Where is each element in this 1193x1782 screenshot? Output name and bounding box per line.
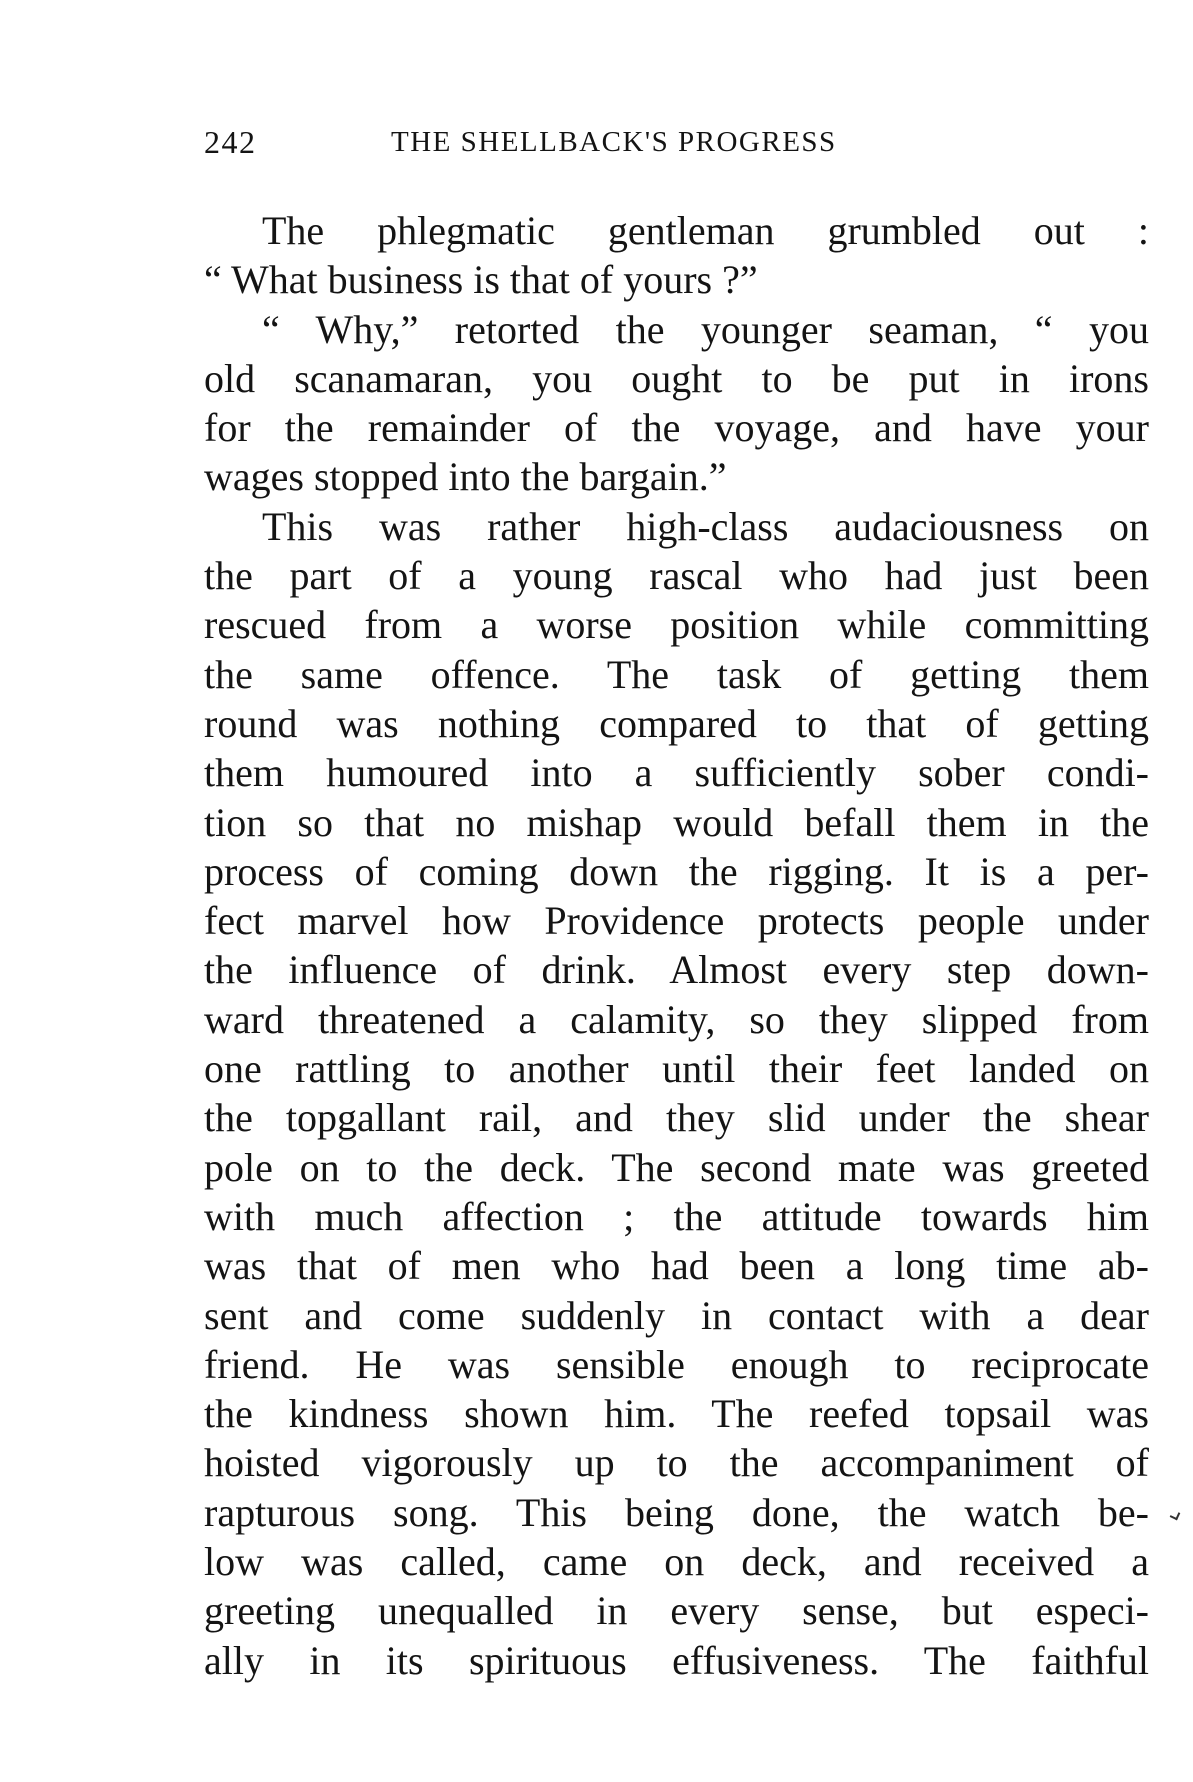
text-line: one rattling to another until their feet landed on (204, 1046, 1149, 1092)
paragraph (204, 206, 1149, 305)
text-line: with much affection ; the attitude towards him (204, 1193, 1149, 1239)
text-line: fect marvel how Providence protects people under (204, 898, 1149, 944)
text-line: sent and come suddenly in contact with a dear (204, 1292, 1149, 1338)
body-text (204, 206, 1149, 1685)
text-line: wages stopped into the bargain.” (204, 454, 727, 500)
text-line: the same offence. The task of getting them (204, 651, 1149, 697)
text-line: “ Why,” retorted the younger seaman, “ you (262, 306, 1149, 352)
text-line: the part of a young rascal who had just been (204, 553, 1149, 599)
text-line: ward threatened a calamity, so they slipped from (204, 996, 1149, 1042)
text-line: pole on to the deck. The second mate was greeted (204, 1144, 1149, 1190)
text-line: low was called, came on deck, and received a (204, 1539, 1149, 1585)
text-line: ally in its spirituous effusiveness. The faithful (204, 1637, 1149, 1683)
text-line: the influence of drink. Almost every step down- (204, 947, 1149, 993)
text-line: them humoured into a sufficiently sober condi- (204, 750, 1149, 796)
text-line: the topgallant rail, and they slid under the shear (204, 1095, 1149, 1141)
text-line: old scanamaran, you ought to be put in irons (204, 355, 1149, 401)
text-line: process of coming down the rigging. It is a per- (204, 848, 1149, 894)
paragraph (204, 502, 1149, 1685)
page-number: 242 (204, 124, 257, 160)
text-line: friend. He was sensible enough to reciprocate (204, 1341, 1149, 1387)
text-line: the kindness shown him. The reefed topsail was (204, 1391, 1149, 1437)
text-line: for the remainder of the voyage, and have your (204, 405, 1149, 451)
running-title: THE SHELLBACK'S PROGRESS (391, 126, 837, 158)
running-head (204, 122, 1144, 162)
text-line: was that of men who had been a long time ab- (204, 1243, 1149, 1289)
text-line: “ What business is that of yours ?” (204, 257, 758, 303)
margin-mark (1170, 1510, 1181, 1521)
text-line: This was rather high-class audaciousness on (262, 503, 1149, 549)
text-line: hoisted vigorously up to the accompaniment of (204, 1440, 1149, 1486)
text-line: tion so that no mishap would befall them in the (204, 799, 1149, 845)
text-line: rapturous song. This being done, the watch be- (204, 1489, 1149, 1535)
text-line: rescued from a worse position while committing (204, 602, 1149, 648)
paragraph (204, 305, 1149, 502)
text-line: greeting unequalled in every sense, but especi- (204, 1588, 1149, 1634)
text-line: round was nothing compared to that of getting (204, 700, 1149, 746)
text-line: The phlegmatic gentleman grumbled out : (262, 208, 1149, 253)
